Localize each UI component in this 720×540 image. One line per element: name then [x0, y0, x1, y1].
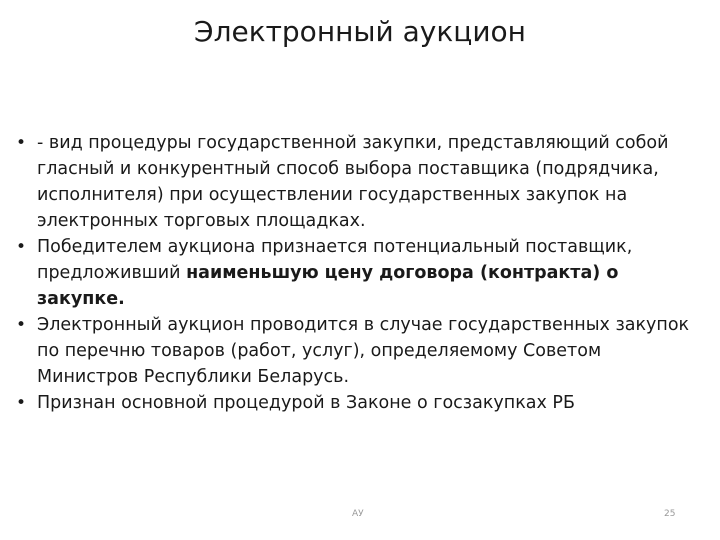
footer-author: АУ [352, 509, 364, 519]
bullet-item [16, 234, 706, 312]
page-number: 25 [664, 509, 676, 519]
bullet-item [16, 130, 706, 234]
bullet-list [16, 130, 706, 416]
bullet-icon: • [16, 315, 27, 335]
bullet-text [37, 237, 632, 309]
bullet-item [16, 312, 706, 390]
bullet-item [16, 390, 706, 416]
bullet-icon: • [16, 237, 27, 257]
bullet-icon: • [16, 393, 27, 413]
slide-title: Электронный аукцион [194, 15, 526, 48]
bullet-text-bold: наименьшую цену договора (контракта) о закупке. [37, 263, 619, 309]
bullet-text: Признан основной процедурой в Законе о госзакупках РБ [37, 393, 575, 413]
bullet-text-regular: Победителем аукциона признается потенциальный поставщик, предложивший [37, 237, 633, 283]
bullet-icon: • [16, 133, 27, 153]
bullet-text: Электронный аукцион проводится в случае государственных закупок по перечню товаров (работ, услуг), определяемому Советом Министров Республики Беларусь. [37, 315, 690, 387]
bullet-text: - вид процедуры государственной закупки, представляющий собой гласный и конкурентный способ выбора поставщика (подрядчика, исполнителя) при осуществлении государственных закупок на электронных торговых площадках. [37, 133, 669, 231]
